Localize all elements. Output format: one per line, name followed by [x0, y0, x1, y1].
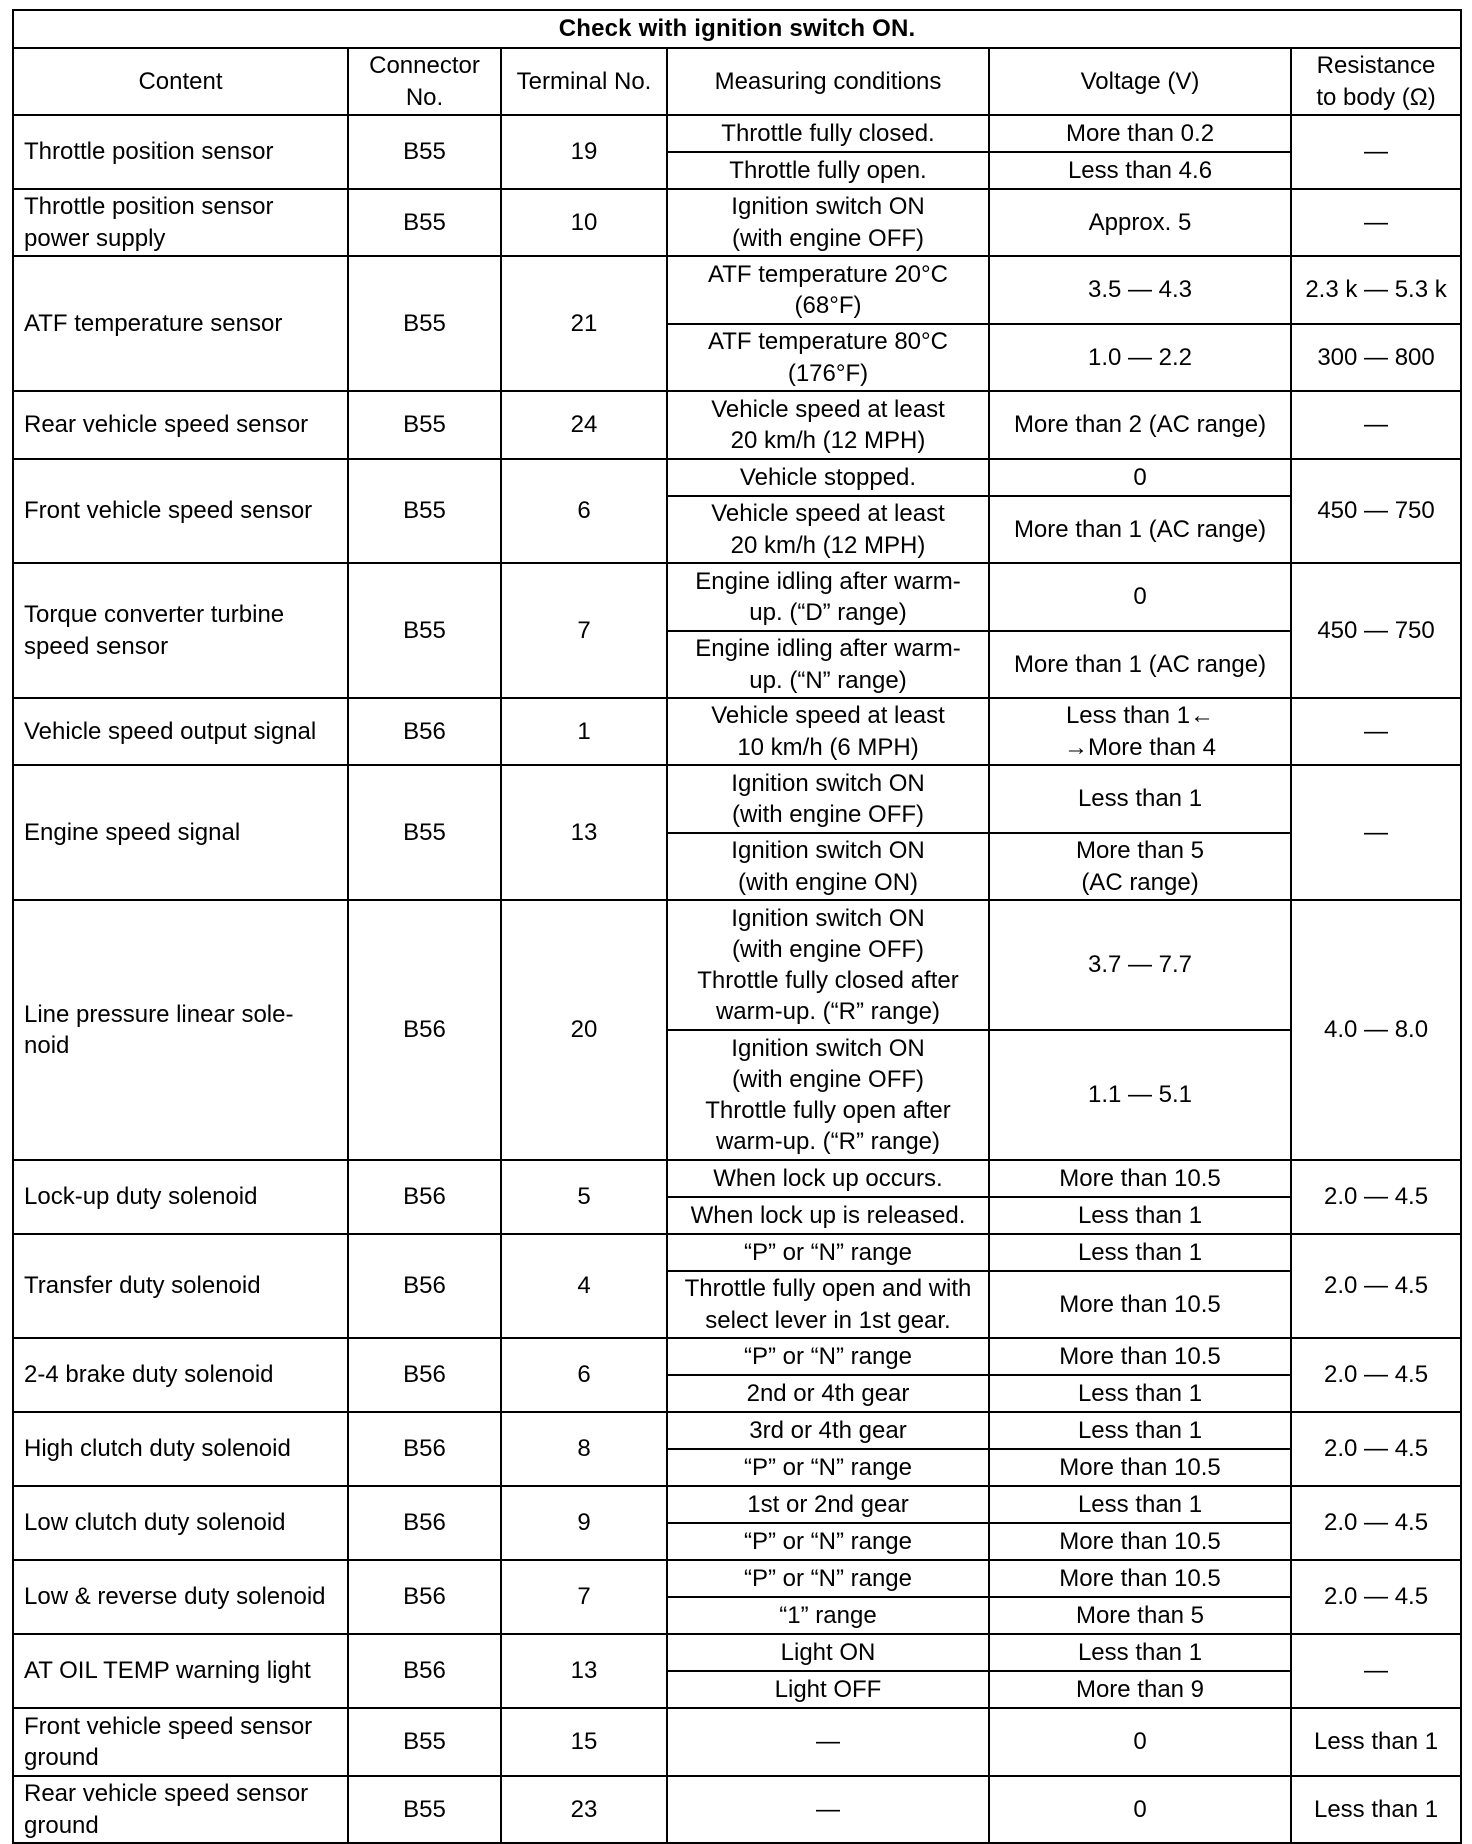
cell-voltage: More than 10.5 — [989, 1271, 1291, 1338]
cell-condition: ATF temperature 20°C (68°F) — [667, 256, 989, 324]
table-row — [13, 1486, 1461, 1523]
cell-condition: 1st or 2nd gear — [667, 1486, 989, 1523]
cell-voltage: More than 10.5 — [989, 1523, 1291, 1560]
cell-terminal: 7 — [501, 563, 667, 698]
cell-voltage: More than 5 — [989, 1597, 1291, 1634]
cell-connector: B55 — [348, 391, 501, 459]
cell-terminal: 5 — [501, 1160, 667, 1234]
cell-condition: “P” or “N” range — [667, 1523, 989, 1560]
header-conditions: Measuring conditions — [667, 48, 989, 115]
cell-resistance: 450 — 750 — [1291, 459, 1461, 563]
table-row — [13, 256, 1461, 324]
cell-content: High clutch duty solenoid — [13, 1412, 348, 1486]
cell-terminal: 8 — [501, 1412, 667, 1486]
cell-resistance: 2.0 — 4.5 — [1291, 1338, 1461, 1412]
cell-terminal: 1 — [501, 698, 667, 765]
cell-resistance: 4.0 — 8.0 — [1291, 900, 1461, 1160]
cell-resistance: 450 — 750 — [1291, 563, 1461, 698]
table-row — [13, 563, 1461, 631]
cell-resistance: 2.0 — 4.5 — [1291, 1486, 1461, 1560]
cell-content: Lock-up duty solenoid — [13, 1160, 348, 1234]
cell-voltage: Less than 1← →More than 4 — [989, 698, 1291, 765]
table-row — [13, 698, 1461, 765]
cell-condition: “P” or “N” range — [667, 1449, 989, 1486]
cell-condition: Engine idling after warm- up. (“D” range) — [667, 563, 989, 631]
cell-voltage: Less than 1 — [989, 1486, 1291, 1523]
cell-voltage: Less than 1 — [989, 765, 1291, 833]
cell-condition: — — [667, 1708, 989, 1776]
table-row — [13, 1708, 1461, 1776]
cell-resistance: 2.0 — 4.5 — [1291, 1160, 1461, 1234]
cell-connector: B56 — [348, 900, 501, 1160]
cell-connector: B55 — [348, 563, 501, 698]
cell-content: AT OIL TEMP warning light — [13, 1634, 348, 1708]
cell-condition: 3rd or 4th gear — [667, 1412, 989, 1449]
cell-voltage: Approx. 5 — [989, 189, 1291, 256]
cell-condition: When lock up occurs. — [667, 1160, 989, 1197]
cell-voltage: More than 10.5 — [989, 1338, 1291, 1375]
cell-voltage: Less than 1 — [989, 1634, 1291, 1671]
cell-content: Low & reverse duty solenoid — [13, 1560, 348, 1634]
cell-voltage: More than 1 (AC range) — [989, 631, 1291, 698]
cell-voltage: Less than 1 — [989, 1197, 1291, 1234]
cell-condition: When lock up is released. — [667, 1197, 989, 1234]
cell-resistance: — — [1291, 391, 1461, 459]
cell-resistance: Less than 1 — [1291, 1708, 1461, 1776]
cell-voltage: 1.1 — 5.1 — [989, 1030, 1291, 1160]
cell-resistance: Less than 1 — [1291, 1776, 1461, 1843]
cell-content: Line pressure linear sole- noid — [13, 900, 348, 1160]
cell-condition: Ignition switch ON (with engine ON) — [667, 833, 989, 900]
cell-condition: “P” or “N” range — [667, 1560, 989, 1597]
cell-connector: B56 — [348, 1412, 501, 1486]
table-row — [13, 391, 1461, 459]
cell-resistance: — — [1291, 698, 1461, 765]
cell-voltage: 3.5 — 4.3 — [989, 256, 1291, 324]
cell-voltage: 0 — [989, 459, 1291, 496]
cell-voltage: More than 10.5 — [989, 1449, 1291, 1486]
table-row — [13, 765, 1461, 833]
cell-content: Rear vehicle speed sensor — [13, 391, 348, 459]
cell-condition: Ignition switch ON (with engine OFF) Throttle fully open after warm-up. (“R” range) — [667, 1030, 989, 1160]
title-row — [13, 10, 1461, 48]
cell-condition: Light OFF — [667, 1671, 989, 1708]
inspection-sheet — [12, 9, 1460, 1839]
cell-voltage: More than 1 (AC range) — [989, 496, 1291, 563]
cell-connector: B56 — [348, 1234, 501, 1338]
cell-condition: “P” or “N” range — [667, 1234, 989, 1271]
cell-content: ATF temperature sensor — [13, 256, 348, 391]
table-row — [13, 459, 1461, 496]
cell-condition: Light ON — [667, 1634, 989, 1671]
cell-terminal: 7 — [501, 1560, 667, 1634]
table-title: Check with ignition switch ON. — [13, 10, 1461, 48]
cell-content: Throttle position sensor — [13, 115, 348, 189]
cell-terminal: 9 — [501, 1486, 667, 1560]
cell-condition: Vehicle speed at least 10 km/h (6 MPH) — [667, 698, 989, 765]
cell-terminal: 6 — [501, 459, 667, 563]
cell-voltage: Less than 1 — [989, 1412, 1291, 1449]
cell-connector: B56 — [348, 698, 501, 765]
cell-voltage: More than 2 (AC range) — [989, 391, 1291, 459]
table-body — [13, 115, 1461, 1843]
header-content: Content — [13, 48, 348, 115]
table-row — [13, 1338, 1461, 1375]
cell-resistance: 2.0 — 4.5 — [1291, 1560, 1461, 1634]
cell-condition: ATF temperature 80°C (176°F) — [667, 324, 989, 391]
table-row — [13, 1160, 1461, 1197]
cell-condition: Vehicle stopped. — [667, 459, 989, 496]
cell-condition: — — [667, 1776, 989, 1843]
cell-resistance: — — [1291, 1634, 1461, 1708]
cell-connector: B56 — [348, 1560, 501, 1634]
cell-terminal: 13 — [501, 765, 667, 900]
cell-resistance: 2.0 — 4.5 — [1291, 1234, 1461, 1338]
cell-voltage: More than 9 — [989, 1671, 1291, 1708]
cell-voltage: More than 10.5 — [989, 1160, 1291, 1197]
cell-voltage: More than 10.5 — [989, 1560, 1291, 1597]
table-row — [13, 1560, 1461, 1597]
cell-condition: Engine idling after warm- up. (“N” range) — [667, 631, 989, 698]
cell-terminal: 15 — [501, 1708, 667, 1776]
cell-connector: B56 — [348, 1160, 501, 1234]
table-row — [13, 115, 1461, 152]
cell-condition: Ignition switch ON (with engine OFF) — [667, 765, 989, 833]
cell-voltage: 1.0 — 2.2 — [989, 324, 1291, 391]
cell-content: 2-4 brake duty solenoid — [13, 1338, 348, 1412]
cell-voltage: Less than 4.6 — [989, 152, 1291, 189]
cell-terminal: 10 — [501, 189, 667, 256]
header-row — [13, 48, 1461, 115]
cell-condition: 2nd or 4th gear — [667, 1375, 989, 1412]
cell-condition: “P” or “N” range — [667, 1338, 989, 1375]
table-row — [13, 1234, 1461, 1271]
cell-condition: “1” range — [667, 1597, 989, 1634]
header-terminal: Terminal No. — [501, 48, 667, 115]
cell-terminal: 19 — [501, 115, 667, 189]
cell-resistance: 2.3 k — 5.3 k — [1291, 256, 1461, 324]
cell-condition: Vehicle speed at least 20 km/h (12 MPH) — [667, 391, 989, 459]
cell-terminal: 13 — [501, 1634, 667, 1708]
cell-content: Low clutch duty solenoid — [13, 1486, 348, 1560]
cell-content: Transfer duty solenoid — [13, 1234, 348, 1338]
cell-connector: B55 — [348, 1708, 501, 1776]
cell-terminal: 21 — [501, 256, 667, 391]
cell-voltage: 0 — [989, 563, 1291, 631]
cell-connector: B55 — [348, 256, 501, 391]
cell-content: Rear vehicle speed sensor ground — [13, 1776, 348, 1843]
cell-connector: B56 — [348, 1338, 501, 1412]
cell-condition: Throttle fully open. — [667, 152, 989, 189]
cell-content: Front vehicle speed sensor — [13, 459, 348, 563]
cell-resistance: — — [1291, 189, 1461, 256]
cell-condition: Ignition switch ON (with engine OFF) — [667, 189, 989, 256]
cell-voltage: 0 — [989, 1708, 1291, 1776]
cell-connector: B55 — [348, 115, 501, 189]
cell-voltage: Less than 1 — [989, 1234, 1291, 1271]
cell-resistance: 2.0 — 4.5 — [1291, 1412, 1461, 1486]
table-row — [13, 1776, 1461, 1843]
cell-resistance: — — [1291, 765, 1461, 900]
cell-connector: B55 — [348, 1776, 501, 1843]
table-row — [13, 900, 1461, 1030]
table-row — [13, 1634, 1461, 1671]
cell-connector: B56 — [348, 1634, 501, 1708]
cell-terminal: 23 — [501, 1776, 667, 1843]
table-row — [13, 1412, 1461, 1449]
cell-connector: B55 — [348, 765, 501, 900]
header-resistance: Resistance to body (Ω) — [1291, 48, 1461, 115]
cell-content: Engine speed signal — [13, 765, 348, 900]
cell-terminal: 24 — [501, 391, 667, 459]
cell-connector: B55 — [348, 189, 501, 256]
cell-content: Throttle position sensor power supply — [13, 189, 348, 256]
cell-voltage: More than 5 (AC range) — [989, 833, 1291, 900]
cell-resistance: — — [1291, 115, 1461, 189]
cell-voltage: More than 0.2 — [989, 115, 1291, 152]
check-table — [12, 9, 1462, 1844]
cell-terminal: 6 — [501, 1338, 667, 1412]
cell-condition: Throttle fully open and with select lever in 1st gear. — [667, 1271, 989, 1338]
cell-terminal: 20 — [501, 900, 667, 1160]
header-connector: Connector No. — [348, 48, 501, 115]
cell-content: Vehicle speed output signal — [13, 698, 348, 765]
cell-content: Torque converter turbine speed sensor — [13, 563, 348, 698]
cell-connector: B56 — [348, 1486, 501, 1560]
table-row — [13, 189, 1461, 256]
cell-condition: Throttle fully closed. — [667, 115, 989, 152]
cell-voltage: Less than 1 — [989, 1375, 1291, 1412]
cell-voltage: 3.7 — 7.7 — [989, 900, 1291, 1030]
cell-voltage: 0 — [989, 1776, 1291, 1843]
cell-terminal: 4 — [501, 1234, 667, 1338]
cell-content: Front vehicle speed sensor ground — [13, 1708, 348, 1776]
cell-connector: B55 — [348, 459, 501, 563]
cell-condition: Ignition switch ON (with engine OFF) Throttle fully closed after warm-up. (“R” range) — [667, 900, 989, 1030]
cell-resistance: 300 — 800 — [1291, 324, 1461, 391]
header-voltage: Voltage (V) — [989, 48, 1291, 115]
cell-condition: Vehicle speed at least 20 km/h (12 MPH) — [667, 496, 989, 563]
